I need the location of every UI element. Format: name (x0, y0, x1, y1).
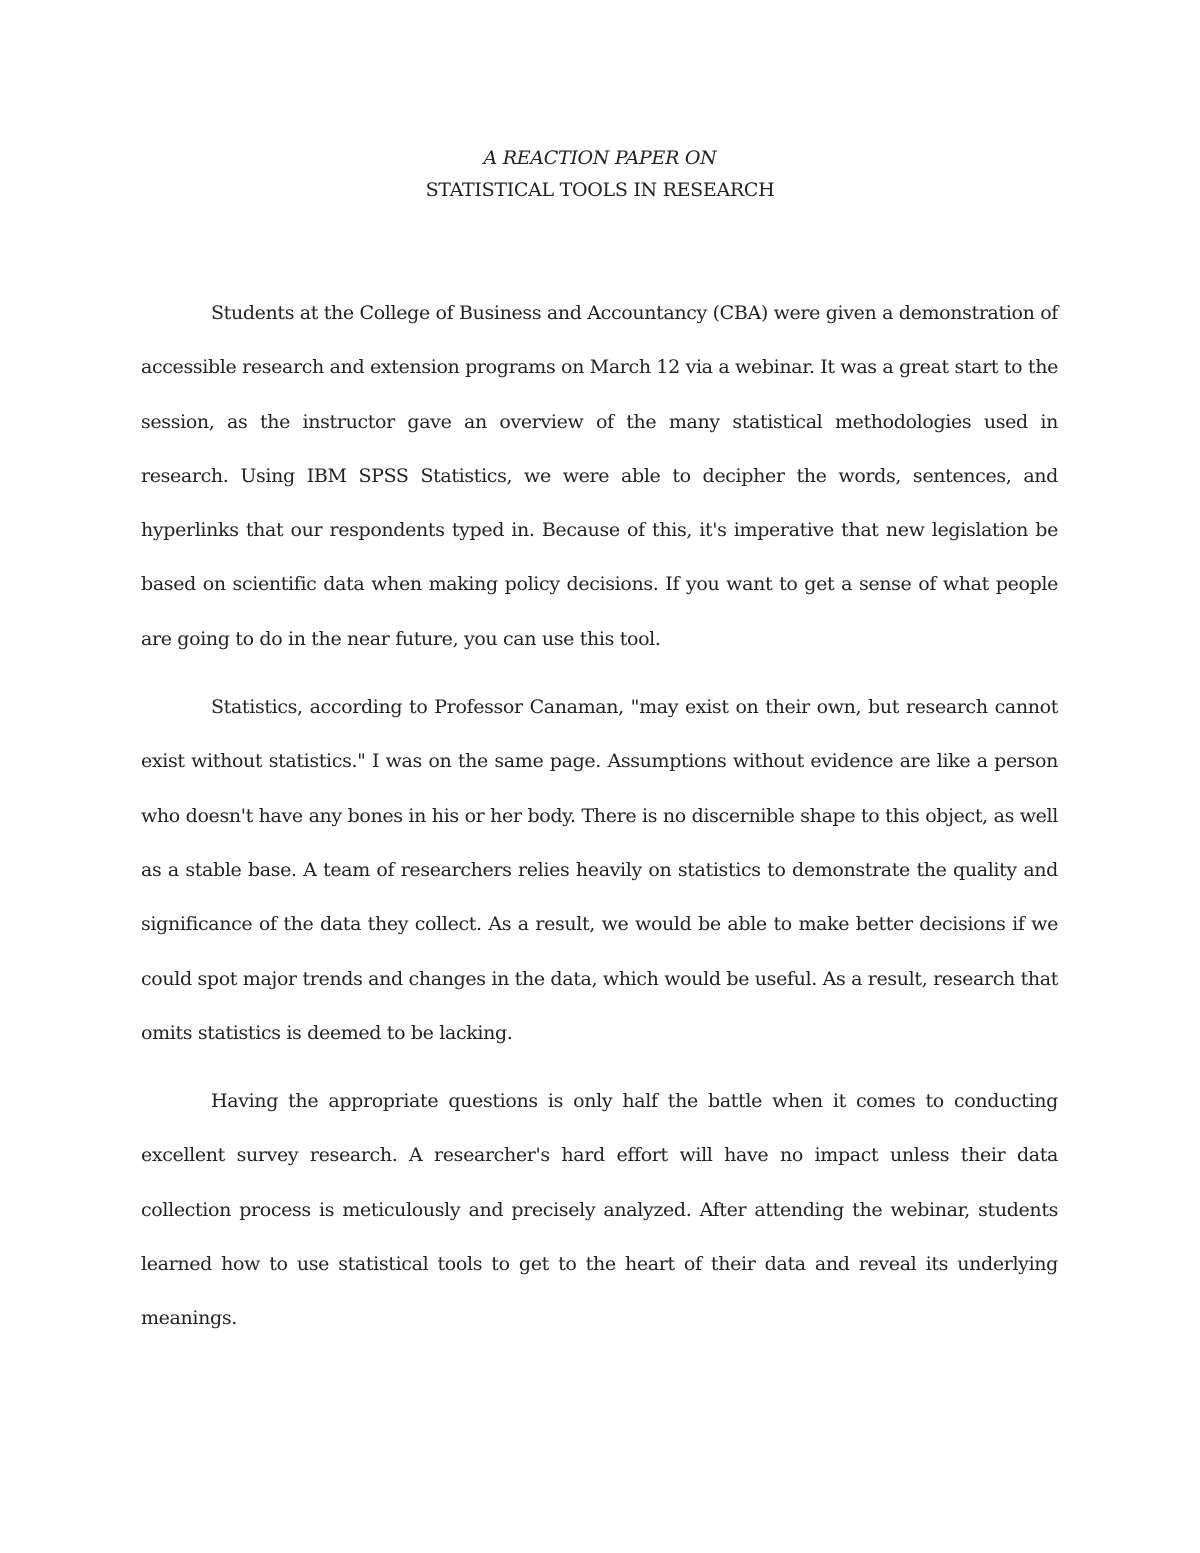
title-line-1: A REACTION PAPER ON (483, 147, 717, 169)
paragraph-1: Students at the College of Business and Accountancy (CBA) were given a demonstration of accessible research and extension programs on March 12 via a webinar. It was a great start to the session, as the instructor gave an overview of the many statistical methodologies used in research. Using IBM SPSS Statistics, we were able to decipher the words, sentences, and hyperlinks that our respondents typed in. Because of this, it's imperative that new legislation be based on scientific data when making policy decisions. If you want to get a sense of what people are going to do in the near future, you can use this tool. (141, 302, 1058, 650)
title-line-2: STATISTICAL TOOLS IN RESEARCH (425, 179, 775, 201)
paragraph-3: Having the appropriate questions is only half the battle when it comes to conducting excellent survey research. A researcher's hard effort will have no impact unless their data collection process is meticulously and precisely analyzed. After attending the webinar, students learned how to use statistical tools to get to the heart of their data and reveal its underlying meanings. (141, 1090, 1058, 1330)
document-body (141, 286, 1058, 1346)
document-title (0, 142, 1200, 206)
paragraph-2: Statistics, according to Professor Canaman, "may exist on their own, but research cannot exist without statistics." I was on the same page. Assumptions without evidence are like a person who doesn't have any bones in his or her body. There is no discernible shape to this object, as well as a stable base. A team of researchers relies heavily on statistics to demonstrate the quality and significance of the data they collect. As a result, we would be able to make better decisions if we could spot major trends and changes in the data, which would be useful. As a result, research that omits statistics is deemed to be lacking. (141, 696, 1058, 1044)
